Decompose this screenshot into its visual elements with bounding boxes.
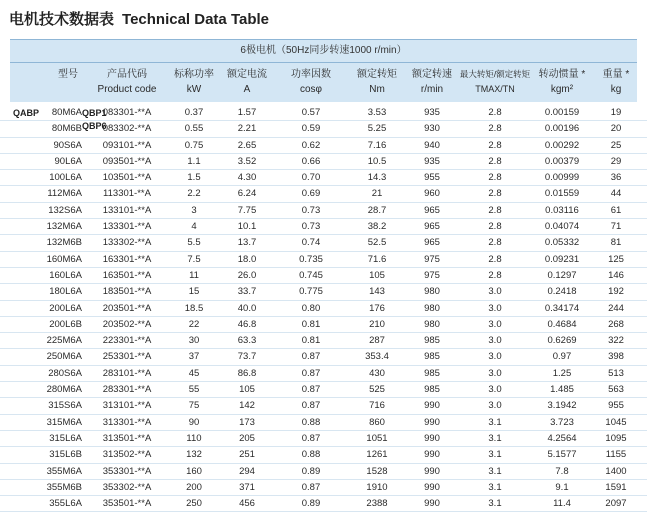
product-code-cell: 203501-**A — [102, 302, 152, 314]
power-factor-cell: 0.88 — [301, 416, 321, 428]
table-row — [0, 170, 647, 186]
model-cell: 132M6A — [46, 221, 82, 233]
inertia-cell: 0.6269 — [547, 335, 577, 347]
series-label-qbp1: QBP1 — [82, 108, 107, 118]
table-row — [0, 431, 647, 447]
torque-cell: 38.2 — [367, 221, 387, 233]
inertia-cell: 11.4 — [553, 498, 571, 510]
power-factor-cell: 0.89 — [301, 465, 321, 477]
weight-cell: 1591 — [605, 481, 627, 493]
torque-cell: 5.25 — [367, 123, 387, 135]
torque-ratio-cell: 2.8 — [488, 237, 502, 249]
weight-cell: 1095 — [605, 432, 627, 444]
product-code-cell: 253301-**A — [102, 351, 152, 363]
inertia-cell: 0.00196 — [544, 123, 580, 135]
model-cell: 315S6A — [48, 400, 82, 412]
weight-cell: 1155 — [605, 449, 627, 461]
header-weight: 重量 * kg — [602, 69, 630, 95]
table-row — [0, 268, 647, 284]
inertia-cell: 0.03116 — [545, 204, 579, 216]
inertia-cell: 3.1942 — [547, 400, 577, 412]
speed-cell: 990 — [424, 481, 440, 493]
current-cell: 26.0 — [237, 269, 257, 281]
model-cell: 280S6A — [48, 367, 82, 379]
table-row — [0, 349, 647, 365]
table-row — [0, 496, 647, 512]
torque-cell: 430 — [369, 367, 385, 379]
power-cell: 110 — [186, 432, 202, 444]
model-cell: 160L6A — [49, 269, 82, 281]
power-factor-cell: 0.745 — [299, 269, 323, 281]
model-cell: 132S6A — [48, 204, 82, 216]
product-code-cell: 133302-**A — [102, 237, 152, 249]
speed-cell: 930 — [424, 123, 440, 135]
torque-cell: 860 — [369, 416, 385, 428]
power-cell: 75 — [188, 400, 200, 412]
torque-cell: 353.4 — [365, 351, 389, 363]
table-row — [0, 154, 647, 170]
torque-cell: 71.6 — [367, 253, 387, 265]
header-current: 额定电流 A — [227, 69, 267, 95]
product-code-cell: 353301-**A — [102, 465, 152, 477]
model-cell: 315L6A — [49, 432, 82, 444]
product-code-cell: 103501-**A — [102, 172, 152, 184]
model-cell: 200L6B — [49, 318, 82, 330]
header-power: 标称功率 kW — [174, 69, 214, 95]
torque-ratio-cell: 3.0 — [488, 400, 502, 412]
torque-ratio-cell: 2.8 — [488, 123, 502, 135]
speed-cell: 990 — [424, 498, 440, 510]
torque-cell: 525 — [369, 384, 385, 396]
weight-cell: 563 — [608, 384, 624, 396]
inertia-cell: 0.09231 — [544, 253, 580, 265]
product-code-cell: 223301-**A — [102, 335, 152, 347]
model-cell: 100L6A — [49, 172, 82, 184]
speed-cell: 935 — [424, 155, 440, 167]
torque-cell: 105 — [369, 269, 385, 281]
speed-cell: 990 — [424, 432, 440, 444]
model-cell: 200L6A — [49, 302, 82, 314]
data-table-body — [0, 105, 647, 512]
torque-ratio-cell: 3.0 — [488, 335, 502, 347]
model-cell: 90S6A — [53, 139, 82, 151]
inertia-cell: 0.04074 — [544, 221, 580, 233]
weight-cell: 1045 — [605, 416, 627, 428]
current-cell: 371 — [239, 481, 255, 493]
model-cell: 355L6A — [49, 498, 82, 510]
power-cell: 2.2 — [187, 188, 201, 200]
power-factor-cell: 0.73 — [301, 204, 321, 216]
current-cell: 205 — [239, 432, 255, 444]
table-row — [0, 252, 647, 268]
torque-ratio-cell: 2.8 — [488, 204, 502, 216]
weight-cell: 322 — [608, 335, 624, 347]
torque-ratio-cell: 3.1 — [488, 481, 502, 493]
inertia-cell: 0.1297 — [547, 269, 577, 281]
current-cell: 2.65 — [237, 139, 257, 151]
speed-cell: 985 — [424, 351, 440, 363]
weight-cell: 36 — [610, 172, 622, 184]
weight-cell: 955 — [608, 400, 624, 412]
table-row — [0, 138, 647, 154]
current-cell: 73.7 — [237, 351, 257, 363]
torque-cell: 28.7 — [367, 204, 387, 216]
product-code-cell: 093501-**A — [102, 155, 152, 167]
power-factor-cell: 0.87 — [301, 384, 321, 396]
weight-cell: 81 — [610, 237, 622, 249]
weight-cell: 44 — [610, 188, 622, 200]
product-code-cell: 313501-**A — [102, 432, 152, 444]
power-cell: 4 — [191, 221, 197, 233]
power-cell: 22 — [188, 318, 200, 330]
weight-cell: 61 — [610, 204, 622, 216]
weight-cell: 29 — [610, 155, 622, 167]
current-cell: 1.57 — [237, 107, 257, 118]
product-code-cell: 113301-**A — [103, 188, 151, 200]
power-factor-cell: 0.81 — [301, 318, 321, 330]
power-cell: 0.55 — [184, 123, 204, 135]
current-cell: 63.3 — [237, 335, 257, 347]
table-row — [0, 333, 647, 349]
torque-cell: 1051 — [366, 432, 388, 444]
product-code-cell: 313502-**A — [102, 449, 152, 461]
speed-cell: 965 — [424, 204, 440, 216]
power-cell: 90 — [188, 416, 200, 428]
power-cell: 37 — [188, 351, 200, 363]
torque-ratio-cell: 2.8 — [488, 188, 502, 200]
header-speed: 额定转速 r/min — [412, 69, 452, 95]
power-factor-cell: 0.62 — [301, 139, 321, 151]
inertia-cell: 3.723 — [550, 416, 574, 428]
current-cell: 3.52 — [237, 155, 257, 167]
speed-cell: 940 — [424, 139, 440, 151]
power-cell: 1.5 — [187, 172, 201, 184]
torque-cell: 7.16 — [367, 139, 387, 151]
torque-ratio-cell: 3.0 — [488, 318, 502, 330]
inertia-cell: 0.2418 — [547, 286, 577, 298]
model-cell: 225M6A — [46, 335, 82, 347]
model-cell: 112M6A — [47, 188, 82, 200]
model-cell: 80M6A — [51, 107, 82, 118]
power-cell: 7.5 — [187, 253, 201, 265]
power-cell: 1.1 — [187, 155, 201, 167]
table-row — [0, 203, 647, 219]
weight-cell: 71 — [610, 221, 622, 233]
table-row — [0, 480, 647, 496]
model-cell: 80M6B — [51, 123, 82, 135]
inertia-cell: 0.34174 — [544, 302, 580, 314]
inertia-cell: 0.00379 — [544, 155, 580, 167]
current-cell: 105 — [239, 384, 255, 396]
product-code-cell: 313101-**A — [102, 400, 152, 412]
table-row — [0, 398, 647, 414]
speed-cell: 990 — [424, 416, 440, 428]
current-cell: 33.7 — [237, 286, 257, 298]
weight-cell: 25 — [610, 139, 622, 151]
power-factor-cell: 0.87 — [301, 432, 321, 444]
product-code-cell: 083301-**A — [102, 107, 152, 118]
power-cell: 0.37 — [184, 107, 204, 118]
power-factor-cell: 0.70 — [301, 172, 321, 184]
inertia-cell: 0.00159 — [544, 107, 580, 118]
power-cell: 11 — [189, 269, 199, 281]
torque-ratio-cell: 2.8 — [488, 155, 502, 167]
inertia-cell: 0.00292 — [544, 139, 580, 151]
torque-cell: 143 — [369, 286, 385, 298]
power-factor-cell: 0.81 — [301, 335, 321, 347]
power-factor-cell: 0.73 — [301, 221, 321, 233]
speed-cell: 990 — [424, 449, 440, 461]
speed-cell: 980 — [424, 286, 440, 298]
speed-cell: 985 — [424, 384, 440, 396]
speed-cell: 975 — [424, 269, 440, 281]
inertia-cell: 1.485 — [550, 384, 574, 396]
weight-cell: 19 — [610, 107, 622, 118]
weight-cell: 244 — [608, 302, 624, 314]
current-cell: 456 — [239, 498, 255, 510]
power-factor-cell: 0.88 — [301, 449, 321, 461]
torque-cell: 14.3 — [367, 172, 387, 184]
table-row — [0, 415, 647, 431]
inertia-cell: 9.1 — [555, 481, 569, 493]
table-row — [0, 317, 647, 333]
power-factor-cell: 0.87 — [301, 481, 321, 493]
torque-ratio-cell: 3.1 — [488, 432, 502, 444]
product-code-cell: 093101-**A — [102, 139, 152, 151]
torque-ratio-cell: 3.0 — [488, 351, 502, 363]
torque-ratio-cell: 2.8 — [488, 269, 502, 281]
model-cell: 355M6A — [46, 465, 82, 477]
power-cell: 18.5 — [184, 302, 204, 314]
current-cell: 46.8 — [237, 318, 257, 330]
product-code-cell: 283101-**A — [102, 367, 152, 379]
header-product-code: 产品代码 Product code — [97, 69, 157, 95]
speed-cell: 985 — [424, 367, 440, 379]
model-cell: 180L6A — [49, 286, 82, 298]
product-code-cell: 163301-**A — [102, 253, 152, 265]
speed-cell: 980 — [424, 318, 440, 330]
torque-ratio-cell: 3.0 — [488, 286, 502, 298]
power-cell: 15 — [188, 286, 200, 298]
product-code-cell: 283301-**A — [102, 384, 152, 396]
power-cell: 55 — [188, 384, 200, 396]
header-torque: 额定转矩 Nm — [357, 69, 397, 95]
current-cell: 294 — [239, 465, 255, 477]
table-row — [0, 105, 647, 121]
speed-cell: 965 — [424, 221, 440, 233]
torque-ratio-cell: 2.8 — [488, 172, 502, 184]
speed-cell: 935 — [424, 107, 440, 118]
speed-cell: 980 — [424, 302, 440, 314]
inertia-cell: 0.97 — [552, 351, 572, 363]
weight-cell: 268 — [608, 318, 624, 330]
inertia-cell: 4.2564 — [547, 432, 577, 444]
torque-ratio-cell: 3.0 — [488, 367, 502, 379]
table-row — [0, 186, 647, 202]
torque-cell: 1910 — [366, 481, 388, 493]
torque-cell: 21 — [371, 188, 383, 200]
power-factor-cell: 0.735 — [299, 253, 323, 265]
speed-cell: 990 — [424, 465, 440, 477]
product-code-cell: 353501-**A — [102, 498, 152, 510]
power-factor-cell: 0.59 — [301, 123, 321, 135]
product-code-cell: 203502-**A — [102, 318, 152, 330]
table-row — [0, 219, 647, 235]
torque-ratio-cell: 3.0 — [488, 302, 502, 314]
table-row — [0, 447, 647, 463]
model-cell: 280M6A — [46, 384, 82, 396]
header-model: 型号 — [58, 69, 78, 80]
model-cell: 315M6A — [46, 416, 82, 428]
table-row — [0, 301, 647, 317]
weight-cell: 20 — [610, 123, 622, 135]
model-cell: 160M6A — [46, 253, 82, 265]
current-cell: 2.21 — [237, 123, 257, 135]
torque-ratio-cell: 2.8 — [488, 139, 502, 151]
power-factor-cell: 0.80 — [301, 302, 321, 314]
torque-cell: 2388 — [366, 498, 388, 510]
speed-cell: 960 — [424, 188, 440, 200]
power-cell: 5.5 — [187, 237, 201, 249]
power-cell: 200 — [186, 481, 202, 493]
model-cell: 315L6B — [49, 449, 82, 461]
table-row — [0, 382, 647, 398]
power-factor-cell: 0.69 — [301, 188, 321, 200]
torque-cell: 210 — [369, 318, 385, 330]
page-title — [9, 8, 269, 29]
power-factor-cell: 0.87 — [301, 367, 321, 379]
table-row — [0, 366, 647, 382]
product-code-cell: 163501-**A — [102, 269, 152, 281]
weight-cell: 192 — [608, 286, 624, 298]
torque-ratio-cell: 2.8 — [488, 253, 502, 265]
torque-ratio-cell: 3.1 — [488, 465, 502, 477]
current-cell: 40.0 — [237, 302, 257, 314]
product-code-cell: 353302-**A — [102, 481, 152, 493]
torque-ratio-cell: 3.0 — [488, 384, 502, 396]
current-cell: 142 — [239, 400, 255, 412]
series-label-qbp6: QBP6 — [82, 121, 107, 131]
power-factor-cell: 0.87 — [301, 351, 321, 363]
product-code-cell: 313301-**A — [102, 416, 152, 428]
speed-cell: 990 — [424, 400, 440, 412]
inertia-cell: 7.8 — [555, 465, 569, 477]
current-cell: 251 — [239, 449, 255, 461]
power-cell: 45 — [188, 367, 200, 379]
power-cell: 132 — [186, 449, 202, 461]
title-cn: 电机技术数据表 — [9, 11, 115, 28]
inertia-cell: 0.4684 — [547, 318, 577, 330]
table-row — [0, 235, 647, 251]
product-code-cell: 133101-**A — [102, 204, 152, 216]
current-cell: 86.8 — [237, 367, 257, 379]
table-row — [0, 121, 647, 137]
torque-cell: 52.5 — [367, 237, 387, 249]
current-cell: 6.24 — [237, 188, 257, 200]
inertia-cell: 0.05332 — [544, 237, 580, 249]
series-label-qabp: QABP — [13, 108, 40, 118]
power-cell: 3 — [191, 204, 197, 216]
current-cell: 13.7 — [237, 237, 257, 249]
torque-ratio-cell: 2.8 — [488, 221, 502, 233]
header-inertia: 转动惯量 * kgm² — [538, 69, 586, 95]
torque-ratio-cell: 3.1 — [488, 449, 502, 461]
inertia-cell: 0.00999 — [544, 172, 580, 184]
inertia-cell: 5.1577 — [547, 449, 577, 461]
weight-cell: 125 — [608, 253, 624, 265]
power-factor-cell: 0.66 — [301, 155, 321, 167]
weight-cell: 146 — [608, 269, 624, 281]
torque-ratio-cell: 3.1 — [488, 416, 502, 428]
power-factor-cell: 0.775 — [299, 286, 323, 298]
header-power-factor: 功率因数 cosφ — [291, 69, 331, 95]
title-en: Technical Data Table — [122, 11, 270, 28]
torque-cell: 176 — [369, 302, 385, 314]
product-code-cell: 183501-**A — [102, 286, 152, 298]
current-cell: 4.30 — [237, 172, 257, 184]
power-cell: 160 — [186, 465, 202, 477]
power-cell: 0.75 — [184, 139, 204, 151]
current-cell: 173 — [239, 416, 255, 428]
weight-cell: 513 — [608, 367, 624, 379]
table-row — [0, 464, 647, 480]
power-factor-cell: 0.87 — [301, 400, 321, 412]
speed-cell: 975 — [424, 253, 440, 265]
torque-cell: 287 — [369, 335, 385, 347]
weight-cell: 2097 — [605, 498, 627, 510]
power-factor-cell: 0.74 — [301, 237, 321, 249]
model-cell: 90L6A — [54, 155, 82, 167]
torque-cell: 716 — [369, 400, 385, 412]
power-factor-cell: 0.89 — [301, 498, 321, 510]
model-cell: 132M6B — [46, 237, 82, 249]
current-cell: 18.0 — [237, 253, 257, 265]
power-cell: 30 — [188, 335, 200, 347]
product-code-cell: 133301-**A — [102, 221, 152, 233]
current-cell: 10.1 — [237, 221, 257, 233]
torque-ratio-cell: 3.1 — [488, 498, 502, 510]
torque-cell: 1528 — [366, 465, 388, 477]
power-factor-cell: 0.57 — [301, 107, 321, 118]
weight-cell: 1400 — [605, 465, 627, 477]
weight-cell: 398 — [608, 351, 624, 363]
product-code-cell: 083302-**A — [102, 123, 152, 135]
table-row — [0, 284, 647, 300]
current-cell: 7.75 — [237, 204, 257, 216]
speed-cell: 955 — [424, 172, 440, 184]
power-cell: 250 — [186, 498, 202, 510]
inertia-cell: 1.25 — [552, 367, 572, 379]
model-cell: 250M6A — [46, 351, 82, 363]
speed-cell: 985 — [424, 335, 440, 347]
torque-cell: 3.53 — [367, 107, 387, 118]
speed-cell: 965 — [424, 237, 440, 249]
header-torque-ratio: 最大转矩/额定转矩 TMAX/TN — [459, 69, 531, 94]
torque-cell: 10.5 — [367, 155, 387, 167]
inertia-cell: 0.01559 — [544, 188, 580, 200]
torque-ratio-cell: 2.8 — [488, 107, 502, 118]
torque-cell: 1261 — [366, 449, 388, 461]
model-cell: 355M6B — [46, 481, 82, 493]
table-subtitle: 6极电机（50Hz同步转速1000 r/min） — [10, 39, 637, 63]
